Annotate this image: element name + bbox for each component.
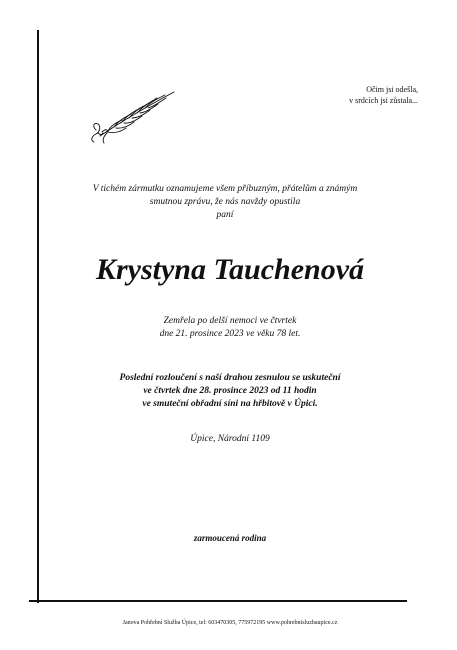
death-details [80,315,380,341]
quote-line-2: v srdcích jsi zůstala... [349,96,418,105]
family-signature: zarmoucená rodina [193,533,267,543]
intro-line-2: smutnou zprávu, že nás navždy opustila [149,197,301,207]
farewell-line-3: ve smuteční obřadní síni na hřbitově v Úpici. [142,399,318,409]
address: Úpice, Národní 1109 [190,434,270,444]
frame-vertical-line [37,30,39,603]
funeral-details [60,372,400,411]
farewell-line-2: ve čtvrtek dne 28. prosince 2023 od 11 hodin [143,386,317,396]
farewell-line-1: Poslední rozloučení s naší drahou zesnulou se uskuteční [119,373,341,383]
intro-line-3: paní [216,210,234,220]
death-line-2: dne 21. prosince 2023 ve věku 78 let. [159,329,301,339]
quote-line-1: Očim jsi odešla, [366,85,418,94]
footer-funeral-service: Janova Pohřební Služba Úpice, tel: 603470305, 775972195 www.pohrebnisluzbaupice.cz [122,620,338,626]
deceased-name: Krystyna Tauchenová [95,253,365,286]
memorial-quote [268,84,418,106]
palm-branch-icon [88,86,178,146]
death-line-1: Zemřela po delší nemoci ve čtvrtek [163,316,297,326]
intro-line-1: V tichém zármutku oznamujeme všem příbuzným, přátelům a známým [92,184,358,194]
announcement-text [60,183,390,222]
frame-horizontal-line [29,600,407,602]
